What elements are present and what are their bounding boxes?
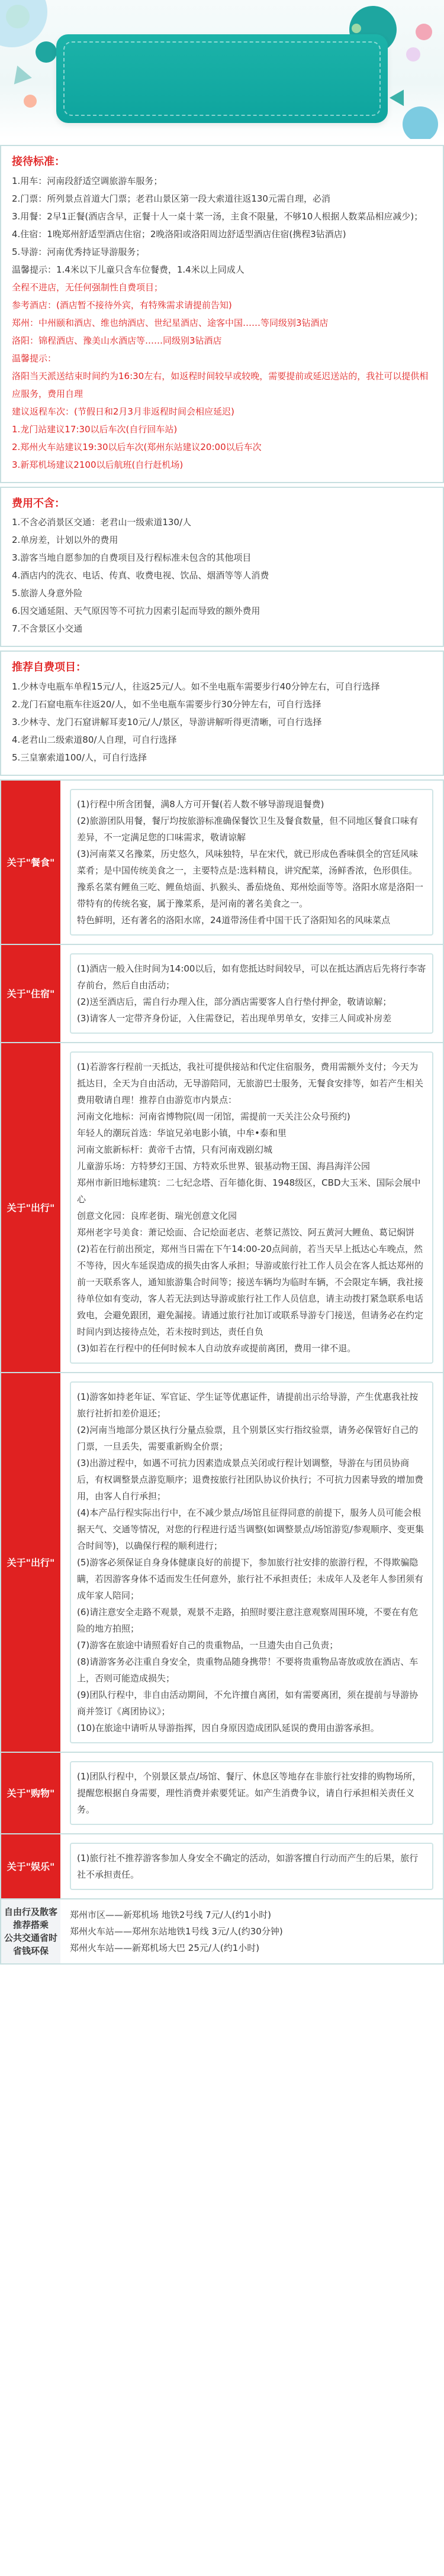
row-paragraph: (1)酒店一般入住时间为14:00以后，如有您抵达时间较早，可以在抵达酒店后先将行李寄存前台，然后自由活动； [77,963,426,991]
not-included-line: 3.游客当地自愿参加的自费项目及行程标准未包含的其他项目 [12,552,252,564]
self-pay-section [0,651,444,776]
row-shopping [0,1753,444,1834]
row-travel-1 [0,1043,444,1373]
standards-line: 全程不进店，无任何强制性自费项目； [12,281,163,293]
not-included-line: 6.因交通延阻、天气原因等不可抗力因素引起而导致的额外费用 [12,606,260,617]
row-paragraph: (3)如若在行程中的任何时候本人自动放弃或提前离团，费用一律不退。 [77,1342,356,1354]
standards-line: 洛阳当天派送结束时间约为16:30左右，如返程时间较早或较晚，需要提前或延迟送站的，我社可以提供相应服务，费用自理 [12,370,429,399]
standards-line: 温馨提示： [12,352,57,364]
standards-line: 4.住宿：1晚郑州舒适型酒店住宿；2晚洛阳或洛阳周边舒适型酒店住宿(携程3钻酒店) [12,228,346,240]
content-table [0,145,444,1965]
transport-label-line: 自由行及散客推荐搭乘 [4,1906,57,1930]
decor-blob [36,41,57,63]
self-pay-line: 2.龙门石窟电瓶车往返20/人，如不坐电瓶车需要步行30分钟左右，可自行选择 [12,698,321,710]
row-paragraph: 年轻人的潮玩首选：华谊兄弟电影小镇，中牟•泰和里 [77,1127,287,1138]
not-included-title: 费用不含： [12,497,65,510]
row-paragraph: (7)游客在旅途中请照看好自己的贵重物品，一旦遗失由自己负责； [77,1639,339,1651]
row-paragraph: (2)河南当地部分景区执行分量点验票，且个别景区实行指纹验票，请务必保管好自己的门票，一旦丢失，需要重新购全价票； [77,1424,419,1452]
standards-line: 3.新郑机场建议2100以后航班(自行赶机场) [12,459,184,470]
row-label-transport [1,1899,60,1963]
transport-label-line: 公共交通省时省钱环保 [4,1932,57,1956]
decor-blob [24,95,37,108]
standards-section [0,145,444,483]
row-paragraph: (9)团队行程中，非自由活动期间，不允许擅自离团，如有需要离团，须在提前与导游协商并签订《离团协议》； [77,1689,419,1717]
row-paragraph: 郑州市新旧地标建筑：二七纪念塔、百年德化街、1948级区，CBD大玉米、国际会展中心 [77,1177,421,1205]
decor-blob [352,24,361,33]
transport-line: 郑州火车站——郑州东站地铁1号线 3元/人(约30分钟) [70,1925,283,1937]
row-paragraph: 郑州老字号美食：萧记烩面、合记烩面老店、老蔡记蒸饺、阿五黄河大鲤鱼、葛记焖饼 [77,1226,415,1238]
row-paragraph: (2)送至酒店后，需自行办理入住，部分酒店需要客人自行垫付押金，敬请谅解； [77,996,392,1007]
row-paragraph: (3)请客人一定带齐身份证，入住需登记，若出现单男单女，安排三人间或补房差 [77,1012,392,1024]
standards-line: 1.用车：河南段舒适空调旅游车服务； [12,175,163,186]
decor-triangle [8,62,32,84]
not-included-section [0,487,444,648]
row-paragraph: (6)请注意安全走路不观景，观景不走路，拍照时要注意注意观察周围环境，不要在有危险的地方拍照； [77,1606,419,1634]
row-paragraph: (10)在旅途中请听从导游指挥，因自身原因造成团队延误的费用由游客承担。 [77,1722,379,1733]
standards-line: 洛阳：锦程酒店、豫美山水酒店等……同级别3钻酒店 [12,335,222,346]
row-paragraph: (8)请游客务必注重自身安全，贵重物品随身携带！不要将贵重物品寄放或放在酒店、车上，否则可能造成损失； [77,1656,419,1684]
row-label: 关于"餐食" [1,781,60,944]
row-paragraph: (1)若游客行程前一天抵达，我社可提供接站和代定住宿服务，费用需额外支付；今天为抵达日，全天为自由活动，无导游陪同，无旅游巴士服务，无餐食安排等，如若产生相关费用敬请自理！推荐自由游览市内景点： [77,1061,424,1105]
not-included-line: 5.旅游人身意外险 [12,588,83,599]
row-paragraph: 创意文化园：良库老街、瑞光创意文化园 [77,1210,237,1221]
row-paragraph: 儿童游乐场：方特梦幻王国、方特欢乐世界、银基动物王国、海昌海洋公园 [77,1160,371,1172]
standards-line: 2.门票：所列景点首道大门票；老君山景区第一段大索道往返130元需自理，必消 [12,193,330,204]
row-transport-tips [0,1899,444,1965]
standards-line: 温馨提示：1.4米以下儿童只含车位餐费，1.4米以上同成人 [12,264,244,275]
row-entertainment [0,1834,444,1899]
decor-blob [416,24,432,40]
row-paragraph: (2)旅游团队用餐，餐厅均按旅游标准确保餐饮卫生及餐食数量，但不同地区餐食口味有差异，不一定满足您的口味需求，敬请谅解 [77,815,419,843]
decor-blob [403,106,438,139]
row-paragraph: (3)出游过程中，如遇不可抗力因素造成景点关闭或行程计划调整，导游在与团员协商后，有权调整景点游览顺序；退费按旅行社团队协议价执行；不可抗力因素导致的增加费用，由客人自行承担； [77,1457,424,1501]
not-included-line: 1.不含必消景区交通：老君山一级索道130/人 [12,517,191,528]
row-paragraph: 特色鲜明，还有著名的洛阳水席，24道带汤佳肴中国干氏了洛阳知名的风味菜点 [77,914,391,925]
self-pay-line: 1.少林寺电瓶车单程15元/人，往返25元/人。如不坐电瓶车需要步行40分钟左右，可自行选择 [12,681,380,692]
row-label: 关于"住宿" [1,945,60,1042]
standards-line: 参考酒店：(酒店暂不接待外宾，有特殊需求请提前告知) [12,299,232,310]
transport-line: 郑州火车站——新郑机场大巴 25元/人(约1小时) [70,1942,260,1953]
standards-line: 2.郑州火车站建议19:30以后车次(郑州东站建议20:00以后车次 [12,441,262,452]
row-label: 关于"购物" [1,1753,60,1833]
row-label: 关于"娱乐" [1,1834,60,1898]
not-included-line: 4.酒店内的洗衣、电话、传真、收费电视、饮品、烟酒等等人消费 [12,570,269,581]
row-paragraph: 河南文化地标：河南省博物院(周一闭馆，需提前一天关注公众号预约) [77,1111,350,1122]
self-pay-line: 3.少林寺、龙门石窟讲解耳麦10元/人/景区，导游讲解听得更清晰，可自行选择 [12,716,322,727]
row-travel-2 [0,1373,444,1753]
row-paragraph: (1)团队行程中，个别景区景点/场馆、餐厅、休息区等地存在非旅行社安排的购物场所，提醒您根据自身需要，理性消费并索要凭证。如产生消费争议，请自行承担相关责任义务。 [77,1771,422,1815]
decor-blob [406,47,420,62]
row-paragraph: (4)本产品行程实际出行中，在不减少景点/场馆且征得同意的前提下，服务人员可能会根据天气、交通等情况，对您的行程进行适当调整(如调整景点/场馆游览/参观顺序、变更集合时间等)，以确保行程的顺利进行； [77,1507,424,1551]
row-label: 关于"出行" [1,1373,60,1752]
not-included-line: 7.不含景区小交通 [12,623,83,635]
not-included-line: 2.单房差，计划以外的费用 [12,535,118,546]
self-pay-line: 5.三皇寨索道100/人，可自行选择 [12,752,147,763]
row-accommodation [0,945,444,1043]
transport-line: 郑州市区——新郑机场 地铁2号线 7元/人(约1小时) [70,1909,271,1920]
standards-title: 接待标准： [12,156,65,168]
standards-line: 5.导游：河南优秀持证导游服务； [12,246,145,257]
self-pay-line: 4.老君山二级索道80/人自理，可自行选择 [12,734,177,745]
row-paragraph: (1)行程中所含团餐，满8人方可开餐(若人数不够导游现退餐费) [77,798,324,810]
title-banner [56,34,388,123]
row-paragraph: (2)若在行前出预定，郑州当日需在下午14:00-20点间前，若当天早上抵达心车晚点，然不等待，因火车延误造成的损失由客人承担；导游或旅行社工作人员会在客人抵达郑州的前一天联系客人，通知旅游集合时间等；接送车辆均为临时车辆，不会限定车辆，我社接待单位如有变动，客人若无法到达导游或旅行社工作人员信息，请主动拨打紧急联系电话致电，会避免跟团，避免漏接。请通过旅行社加订或联系导游专门接送，但请务必在约定时间内到达接待点处，若未按时到达，责任自负 [77,1243,424,1337]
decor-triangle [390,86,411,106]
row-meals [0,779,444,945]
standards-line: 郑州：中州颐和酒店、维也纳酒店、世纪星酒店、途客中国……等同级别3钻酒店 [12,317,329,328]
header-banner-area [0,0,444,139]
row-paragraph: (5)游客必须保证自身身体健康良好的前提下，参加旅行社安排的旅游行程，不得欺骗隐瞒，若因游客身体不适而发生任何意外，旅行社不承担责任；未成年人及老年人参团须有成年家人陪同； [77,1556,424,1601]
standards-line: 3.用餐：2早1正餐(酒店含早，正餐十人一桌十菜一汤，主食不限量，不够10人根据人数菜品相应减少)； [12,211,423,222]
self-pay-title: 推荐自费项目： [12,661,86,674]
standards-line: 建议返程车次：(节假日和2月3月非返程时间会相应延迟) [12,406,234,417]
row-paragraph: (3)河南菜又名豫菜，历史悠久，风味独特，早在宋代，就已形成色香味俱全的宫廷风味菜肴；是中国传统美食之一，主要特点是:选料精良，讲究配菜，汤鲜香浓，色形俱佳。豫系名菜有鲤鱼三吃、鲤鱼焙面、扒猴头、番茄烧鱼、郑州烩面等等。洛阳水席是洛阳一带特有的传统名宴，属于豫菜系，是河南的著名美食之一。 [77,848,424,909]
row-paragraph: 河南文旅新标杆：黄帝千古情，只有河南戏剧幻城 [77,1144,273,1155]
row-paragraph: (1)游客如持老年证、军官证、学生证等优惠证件，请提前出示给导游，产生优惠我社按旅行社折扣差价退还； [77,1391,419,1419]
row-paragraph: (1)旅行社不推荐游客参加人身安全不确定的活动，如游客擅自行动而产生的后果，旅行社不承担责任。 [77,1852,419,1880]
standards-line: 1.龙门站建议17:30以后车次(自行回车站) [12,423,178,435]
decor-blob [6,5,30,28]
row-label: 关于"出行" [1,1043,60,1372]
title-banner-border [63,41,381,116]
